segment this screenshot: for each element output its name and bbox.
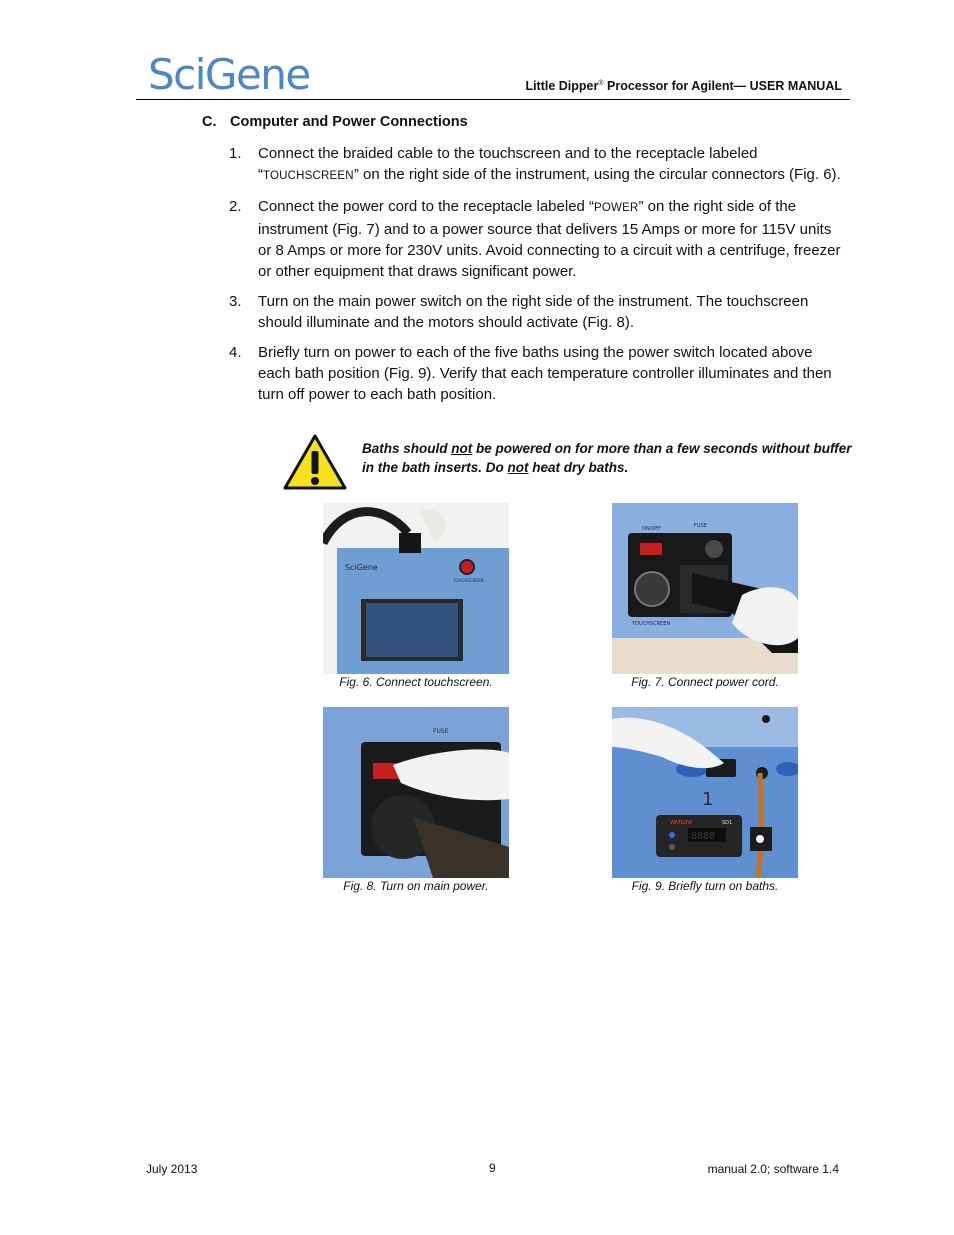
scigene-logo: SciGene [148,50,310,99]
fuse-label: FUSE [694,523,707,529]
fuse-label: FUSE [433,728,449,735]
step-item: 3. Turn on the main power switch on the right side of the instrument. The touchscreen should illuminate and the motors should activate (Fig. 8). [229,293,809,331]
footer-date: July 2013 [146,1162,198,1176]
bath-number: 1 [702,789,714,810]
footer-page-number: 9 [489,1161,496,1175]
step-item: 4. Briefly turn on power to each of the five baths using the power switch located above each bath position (Fig. 9). Verify that each temperature controller illuminates and then turn off power to each bath position. [229,344,832,403]
figure-6-caption: Fig. 6. Connect touchscreen. [339,675,493,689]
figure-9-photo [612,707,798,878]
footer-version: manual 2.0; software 1.4 [707,1162,839,1176]
controller-model: SD1 [722,820,733,826]
step-item: 2. Connect the power cord to the receptacle labeled “POWER” on the right side of the instrument (Fig. 7) and to a power source that delivers 15 Amps or more for 115V units or 8 Amps or more for 230V units. Avoid connecting to a circuit with a centrifuge, freezer or other equipment that draws significant power. [229,198,841,280]
figure-6-photo [323,503,509,674]
step-item: 1. Connect the braided cable to the touchscreen and to the receptacle labeled “TOUCHSCREEN” on the right side of the instrument, using the circular connectors (Fig. 6). [229,145,841,183]
device-logo-text: SciGene [345,563,378,572]
warning-text: Baths should not be powered on for more than a few seconds without buffer in the bath inserts. Do not heat dry baths. [362,441,852,475]
figure-7-caption: Fig. 7. Connect power cord. [631,675,779,689]
figure-8-caption: Fig. 8. Turn on main power. [343,879,489,893]
touchscreen-label: TOUCHSCREEN [632,621,671,627]
touchscreen-button-label: TOUCHSCREEN [453,578,484,583]
figure-7-photo [612,503,798,674]
header-divider [136,99,850,100]
section-title: Computer and Power Connections [230,114,468,130]
figure-9-caption: Fig. 9. Briefly turn on baths. [631,879,779,893]
controller-display: 8888 [691,831,716,842]
onoff-label: ON/OFF [642,526,662,532]
steps-list [229,143,841,414]
section-letter: C. [202,114,217,130]
warning-triangle-icon [283,434,347,490]
section-heading [202,114,468,130]
power-label: POWER [688,613,707,619]
touchscreen-label: TOUCHSC [361,847,391,854]
header-title: Little Dipper® Processor for Agilent— USER MANUAL [525,79,842,93]
figure-8-photo [323,707,509,878]
controller-brand: WATLOW [670,820,693,826]
